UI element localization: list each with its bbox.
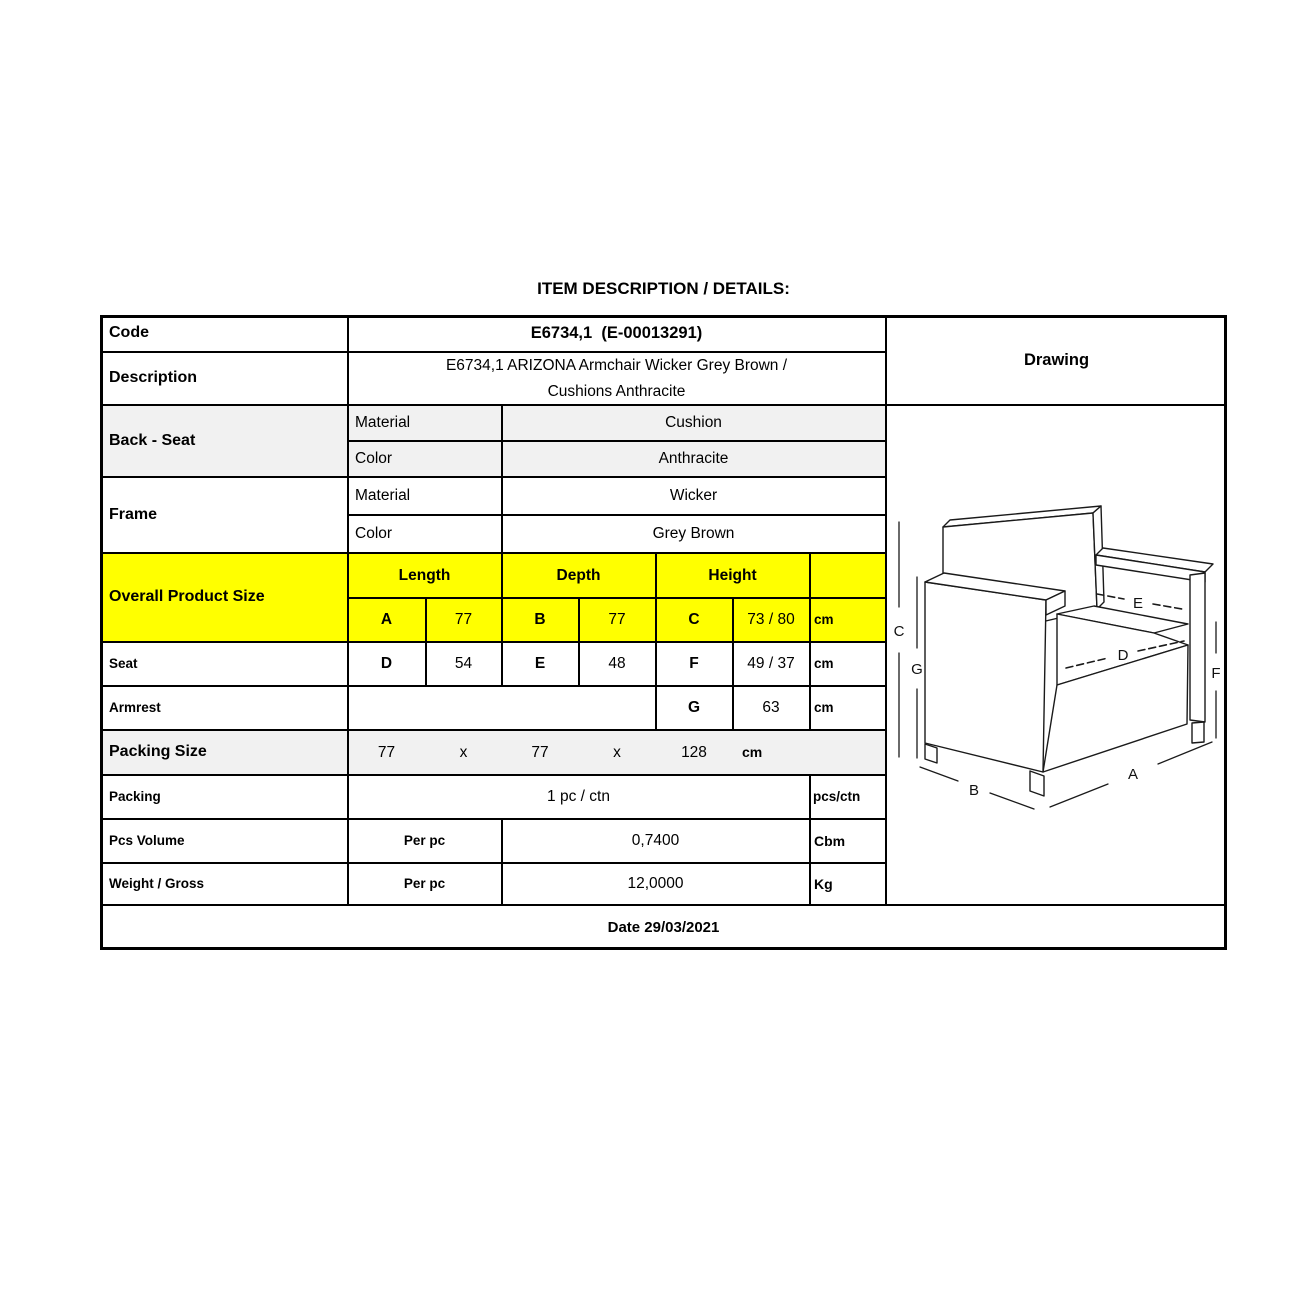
back-seat-color-label: Color — [355, 450, 393, 468]
dim-g-value: 63 — [762, 699, 780, 717]
pcs-volume-label: Pcs Volume — [109, 833, 185, 849]
dim-c-value: 73 / 80 — [747, 611, 795, 629]
pcs-volume-value: 0,7400 — [631, 832, 680, 850]
dim-c-key: C — [688, 611, 700, 629]
dim-f-key: F — [689, 655, 699, 673]
description-label: Description — [109, 369, 198, 387]
packing-size-length: 77 — [377, 743, 396, 761]
dim-line-b — [990, 793, 1034, 809]
chair-back-leg — [925, 744, 937, 763]
dim-label-g: G — [911, 661, 923, 678]
dim-b-key: B — [534, 611, 546, 629]
dim-a-key: A — [380, 611, 393, 629]
date-row: Date 29/03/2021 — [607, 918, 720, 936]
dim-label-c: C — [893, 623, 905, 640]
dim-label-f: F — [1211, 665, 1221, 682]
depth-header: Depth — [556, 566, 601, 584]
packing-size-depth: 77 — [531, 743, 549, 761]
back-seat-color-value: Anthracite — [658, 450, 729, 468]
back-seat-material-label: Material — [355, 414, 411, 432]
dim-line-e — [1153, 604, 1182, 609]
pcs-volume-per: Per pc — [403, 833, 446, 849]
packing-unit: pcs/ctn — [813, 789, 861, 805]
dim-a-value: 77 — [454, 611, 473, 629]
page-title: ITEM DESCRIPTION / DETAILS: — [537, 279, 790, 298]
seat-unit: cm — [814, 656, 834, 672]
chair-right-leg — [1192, 722, 1204, 743]
code-label: Code — [109, 324, 149, 342]
dim-e-key: E — [534, 655, 546, 673]
packing-size-height: 128 — [681, 743, 707, 761]
frame-color-value: Grey Brown — [652, 525, 735, 543]
dim-label-d: D — [1117, 647, 1129, 664]
weight-gross-unit: Kg — [814, 875, 833, 892]
pcs-volume-unit: Cbm — [814, 832, 846, 849]
dim-label-e: E — [1132, 595, 1144, 612]
drawing-header: Drawing — [1023, 350, 1090, 369]
packing-size-x2: x — [613, 743, 621, 761]
dim-line-a — [1050, 784, 1108, 807]
weight-gross-label: Weight / Gross — [109, 876, 205, 892]
description-line1: E6734,1 ARIZONA Armchair Wicker Grey Brown / — [445, 356, 788, 374]
overall-size-unit: cm — [814, 612, 834, 628]
description-value — [348, 352, 885, 405]
dim-f-value: 49 / 37 — [747, 655, 795, 673]
chair-left-panel — [925, 582, 1046, 772]
chair-front-leg — [1030, 771, 1044, 796]
packing-size-label: Packing Size — [109, 743, 207, 761]
packing-size-x1: x — [459, 743, 468, 761]
dim-line-b — [920, 767, 958, 781]
frame-material-label: Material — [355, 487, 411, 505]
packing-size-unit: cm — [742, 744, 763, 761]
overall-size-label: Overall Product Size — [109, 588, 265, 606]
dim-b-value: 77 — [608, 611, 626, 629]
seat-label: Seat — [109, 656, 138, 672]
chair-right-post — [1190, 573, 1205, 722]
dim-line-a — [1158, 742, 1212, 764]
armrest-unit: cm — [814, 700, 834, 716]
frame-color-label: Color — [355, 525, 393, 543]
armchair-drawing — [886, 405, 1227, 905]
code-value: E6734,1 (E-00013291) — [530, 324, 703, 343]
description-line2: Cushions Anthracite — [547, 382, 686, 400]
dim-label-b: B — [968, 782, 980, 799]
armrest-label: Armrest — [109, 700, 161, 716]
frame-label: Frame — [109, 505, 158, 523]
frame-material-value: Wicker — [669, 487, 718, 505]
back-seat-label: Back - Seat — [109, 431, 196, 449]
weight-gross-value: 12,0000 — [627, 875, 684, 893]
dim-d-value: 54 — [454, 655, 473, 673]
packing-label: Packing — [109, 789, 161, 805]
dim-label-a: A — [1127, 766, 1139, 783]
dim-e-value: 48 — [608, 655, 626, 673]
dim-d-key: D — [380, 655, 393, 673]
length-header: Length — [398, 566, 451, 584]
height-header: Height — [708, 566, 757, 584]
packing-value: 1 pc / ctn — [547, 788, 610, 806]
dim-g-key: G — [687, 699, 701, 717]
back-seat-material-value: Cushion — [665, 414, 722, 432]
weight-gross-per: Per pc — [403, 876, 446, 892]
